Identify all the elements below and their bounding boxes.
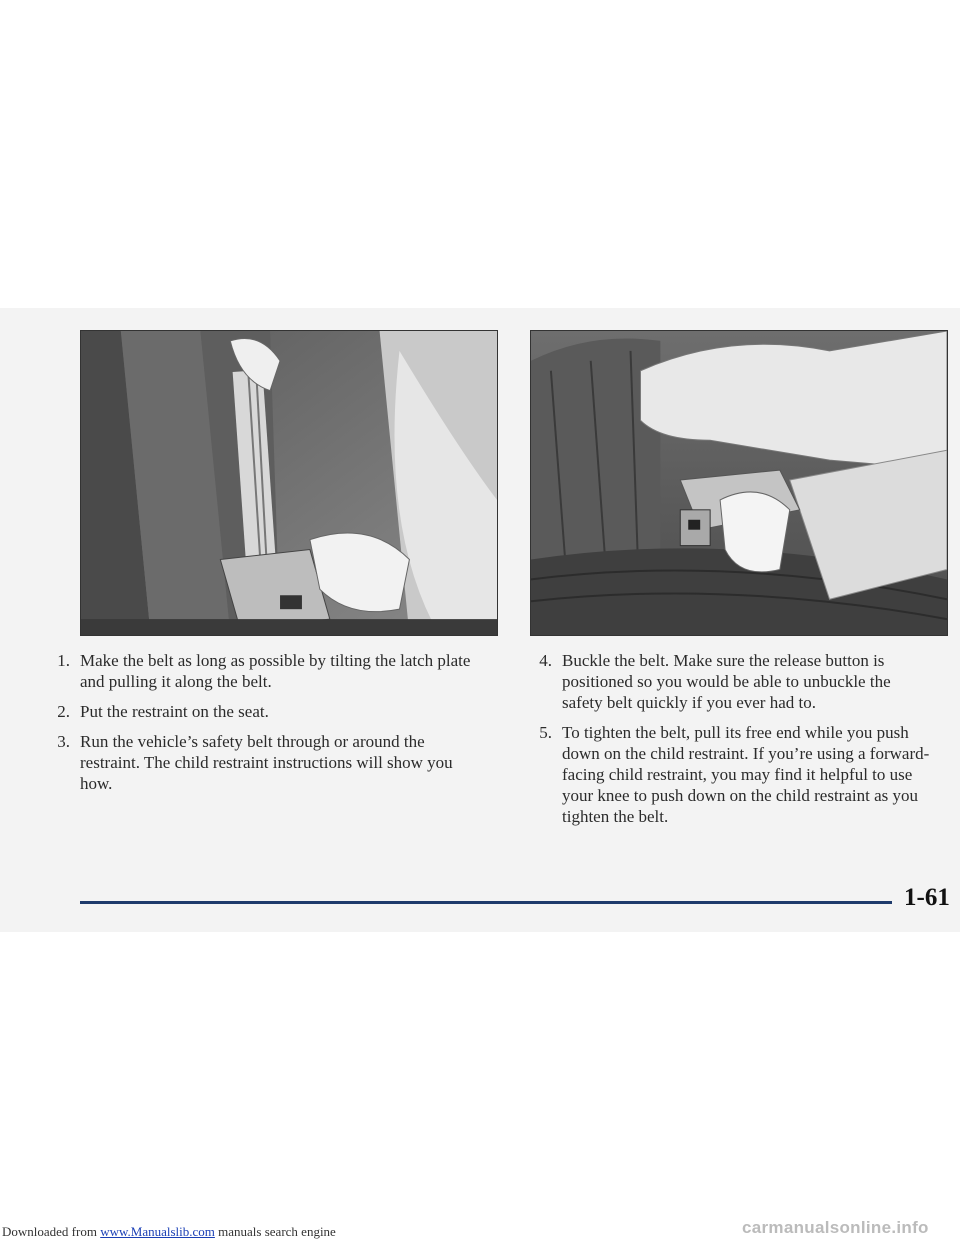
step-text: Run the vehicle’s safety belt through or around the restraint. The child restraint instructions will show you how. — [80, 732, 453, 793]
step-text: Buckle the belt. Make sure the release button is positioned so you would be able to unbuckle the safety belt quickly if you ever had to. — [562, 651, 891, 712]
illustration-latch-plate — [80, 330, 498, 636]
footer-rule — [80, 901, 892, 904]
steps-list-right — [528, 650, 933, 836]
illustration-buckle — [530, 330, 948, 636]
page-number: 1-61 — [904, 884, 950, 911]
step-text: To tighten the belt, pull its free end while you push down on the child restraint. If you’re using a forward-facing child restraint, you may find it helpful to use your knee to push down on the child restraint as you tighten the belt. — [562, 723, 930, 826]
download-footer: Downloaded from www.Manualslib.com manuals search engine — [2, 1224, 336, 1239]
steps-list-left — [46, 650, 486, 803]
step-text: Make the belt as long as possible by tilting the latch plate and pulling it along the belt. — [80, 651, 471, 691]
step-text: Put the restraint on the seat. — [80, 702, 269, 721]
list-item: 2. Put the restraint on the seat. — [57, 702, 269, 721]
manualslib-link[interactable]: www.Manualslib.com — [100, 1224, 215, 1239]
list-item: 5. To tighten the belt, pull its free end while you push down on the child restraint. If you’re using a forward-facing child restraint, you may find it helpful to use your knee to push down on the child restraint as you tighten the belt. — [539, 723, 930, 826]
list-item: 3. Run the vehicle’s safety belt through or around the restraint. The child restraint instructions will show you how. — [57, 732, 453, 793]
list-item: 1. Make the belt as long as possible by tilting the latch plate and pulling it along the belt. — [57, 651, 471, 691]
watermark: carmanualsonline.info — [742, 1218, 929, 1237]
list-item: 4. Buckle the belt. Make sure the release button is positioned so you would be able to unbuckle the safety belt quickly if you ever had to. — [539, 651, 891, 712]
